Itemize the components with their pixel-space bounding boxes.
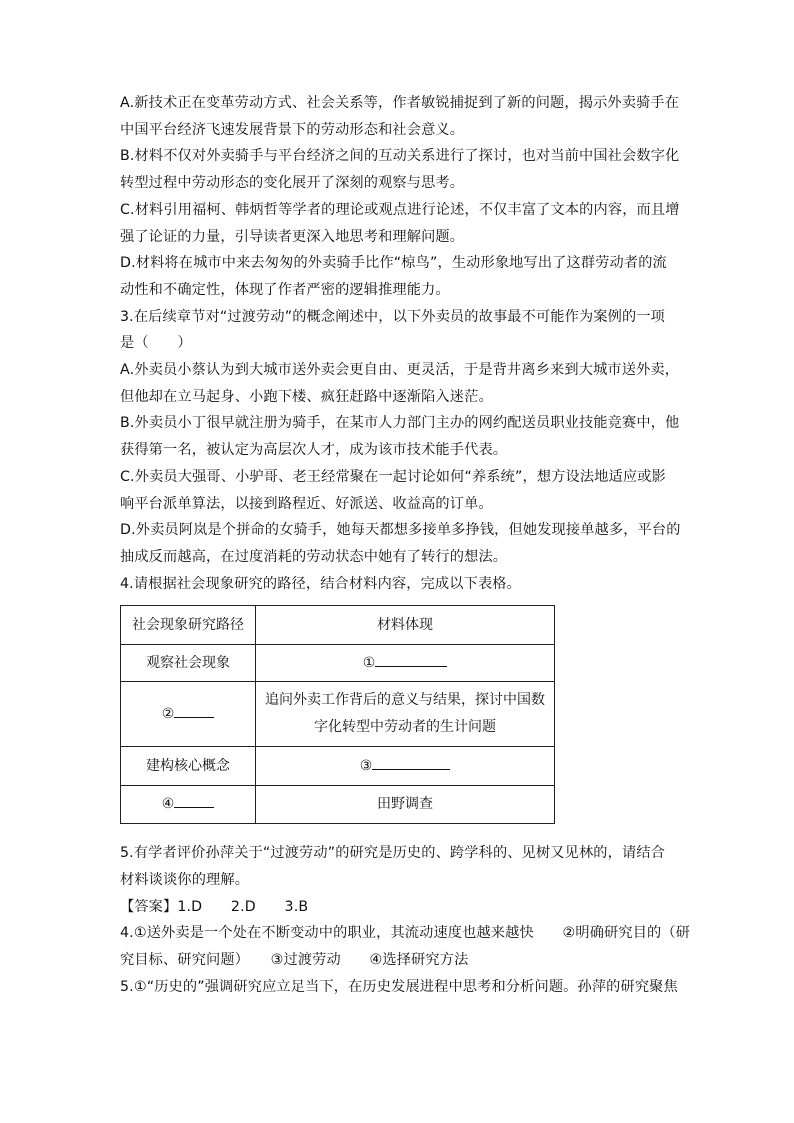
q2-option-b-line2: 转型过程中劳动形态的变化展开了深刻的观察与思考。 [120,175,465,192]
question-3 [120,304,680,571]
q2-option-d-line2: 动性和不确定性，体现了作者严密的逻辑推理能力。 [120,281,450,298]
answer-line2: 4.①送外卖是一个处在不断变动中的职业，其流动速度也越来越快 ②明确研究目的（研 [120,925,691,942]
q2-option-d-line1: D.材料将在城市中来去匆匆的外卖骑手比作“椋鸟”，生动形象地写出了这群劳动者的流 [120,255,667,272]
q3-option-b-line1: B.外卖员小丁很早就注册为骑手，在某市人力部门主办的网约配送员职业技能竞赛中，他 [120,415,680,432]
blank-1-marker: ① [362,654,376,671]
blank-2-marker: ② [161,705,175,722]
header-path: 社会现象研究路径 [121,606,256,645]
table-row [121,786,555,824]
row3-path: 建构核心概念 [121,747,256,786]
question-5 [120,840,680,893]
row4-path [121,786,256,824]
q2-option-c-line2: 强了论证的力量，引导读者更深入地思考和理解问题。 [120,228,465,245]
blank-3-marker: ③ [359,757,373,774]
blank-1-line[interactable] [375,652,447,667]
answer-line3: 究目标、研究问题） ③过渡劳动 ④选择研究方法 [120,952,469,969]
q3-stem-line1: 3.在后续章节对“过渡劳动”的概念阐述中，以下外卖员的故事最不可能作为案例的一项 [120,308,665,325]
research-path-table [120,605,555,824]
q4-stem: 4.请根据社会现象研究的路径，结合材料内容，完成以下表格。 [120,575,521,592]
blank-4-line[interactable] [174,793,214,808]
table-header-row [121,606,555,645]
q2-option-a-line1: A.新技术正在变革劳动方式、社会关系等，作者敏锐捕捉到了新的问题，揭示外卖骑手在 [120,95,680,111]
q3-option-c-line1: C.外卖员大强哥、小驴哥、老王经常聚在一起讨论如何“养系统”，想方设法地适应或影 [120,468,666,485]
row1-evidence [256,645,555,682]
row4-evidence: 田野调查 [256,786,555,824]
q3-stem-line2: 是（ ） [120,335,192,352]
q3-option-b-line2: 获得第一名，被认定为高层次人才，成为该市技术能手代表。 [120,442,508,459]
row2-evidence [256,682,555,747]
document-page [120,90,691,1001]
table-row [121,682,555,747]
blank-4-marker: ④ [161,796,175,813]
question-4 [120,571,680,825]
answer-line1: 【答案】1.D 2.D 3.B [120,898,309,915]
row2-evidence-line2: 字化转型中劳动者的生计问题 [314,719,496,736]
q2-option-b-line1: B.材料不仅对外卖骑手与平台经济之间的互动关系进行了探讨，也对当前中国社会数字化 [120,148,680,165]
row3-evidence [256,747,555,786]
blank-3-line[interactable] [372,755,450,770]
blank-2-line[interactable] [174,703,214,718]
q3-option-d-line1: D.外卖员阿岚是个拼命的女骑手，她每天都想多接单多挣钱，但她发现接单越多，平台的 [120,522,681,539]
row1-path: 观察社会现象 [121,645,256,682]
row2-evidence-line1: 追问外卖工作背后的意义与结果，探讨中国数 [265,692,545,709]
row2-path [121,682,256,747]
answer-line4: 5.①“历史的”强调研究应立足当下，在历史发展进程中思考和分析问题。孙萍的研究聚焦 [120,978,678,995]
header-evidence: 材料体现 [256,606,555,645]
q3-option-a-line1: A.外卖员小蔡认为到大城市送外卖会更自由、更灵活，于是背井离乡来到大城市送外卖， [120,362,680,379]
answer-section [120,894,691,1001]
table-row [121,645,555,682]
question-2-options [120,90,680,304]
q2-option-a-line2: 中国平台经济飞速发展背景下的劳动形态和社会意义。 [120,121,465,138]
q5-stem-line1: 5.有学者评价孙萍关于“过渡劳动”的研究是历史的、跨学科的、见树又见林的，请结合 [120,845,665,862]
q5-stem-line2: 材料谈谈你的理解。 [120,872,250,889]
q3-option-c-line2: 响平台派单算法，以接到路程近、好派送、收益高的订单。 [120,495,493,512]
q2-option-c-line1: C.材料引用福柯、韩炳哲等学者的理论或观点进行论述，不仅丰富了文本的内容，而且增 [120,201,680,218]
q3-option-d-line2: 抽成反而越高，在过度消耗的劳动状态中她有了转行的想法。 [120,548,508,565]
table-row [121,747,555,786]
q3-option-a-line2: 但他却在立马起身、小跑下楼、疯狂赶路中逐渐陷入迷茫。 [120,388,493,405]
